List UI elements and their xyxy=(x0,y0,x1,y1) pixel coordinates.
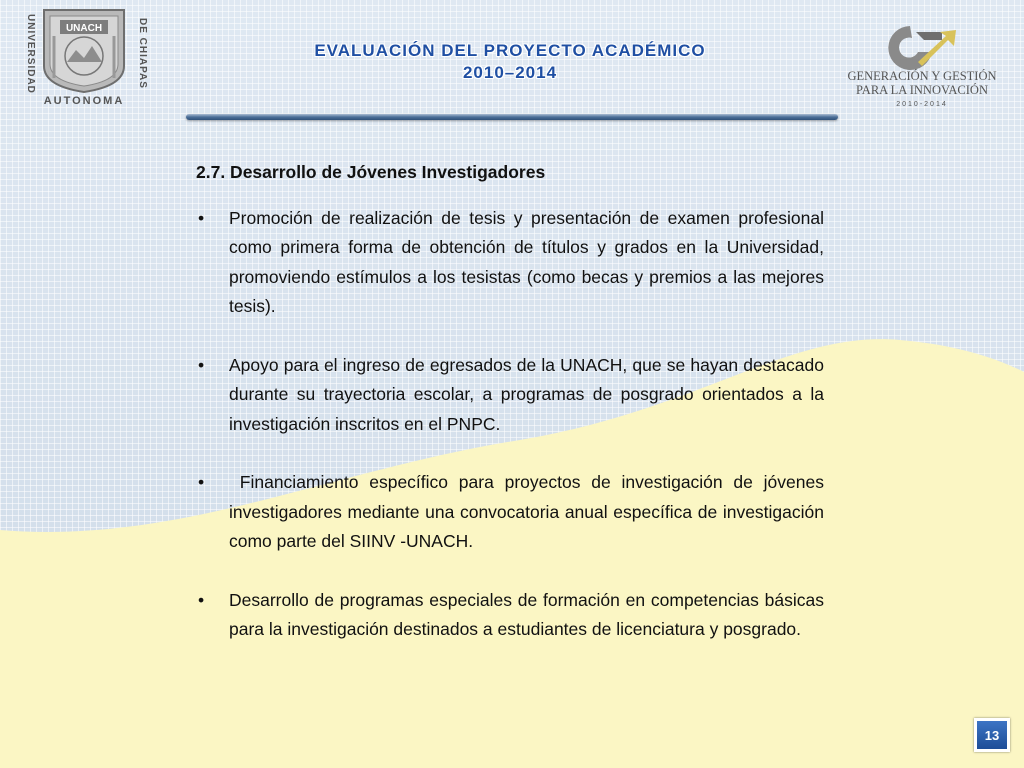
bullet-item xyxy=(196,468,829,557)
logo-left-shield-text: UNACH xyxy=(65,23,103,34)
page-number-badge xyxy=(974,718,1010,752)
bullet-dot: • xyxy=(198,589,205,610)
logo-right-line1: GENERACIÓN Y GESTIÓN xyxy=(847,69,997,83)
bullet-dot: • xyxy=(198,354,205,375)
logo-right-years: 2010-2014 xyxy=(896,101,948,108)
bullet-item xyxy=(196,351,824,440)
bullet-text: Apoyo para el ingreso de egresados de la UNACH, que se hayan destacado durante su trayectoria escolar, a programas de posgrado orientados a la investigación inscritos en el PNPC. xyxy=(229,354,824,434)
logo-left-bottom: AUTONOMA xyxy=(43,95,125,106)
logo-left-vertical-right: DE CHIAPAS xyxy=(137,18,148,89)
bullet-dot: • xyxy=(198,207,205,228)
shield-icon xyxy=(44,10,124,92)
section-heading: 2.7. Desarrollo de Jóvenes Investigadores xyxy=(196,162,546,182)
bullet-text: Financiamiento específico para proyectos de investigación de jóvenes investigadores mediante una convocatoria anual específica de investigación como parte del SIINV -UNACH. xyxy=(229,472,829,551)
slide-title-line2: 2010–2014 xyxy=(462,63,558,82)
slide-content xyxy=(196,158,829,674)
logo-right-line2: PARA LA INNOVACIÓN xyxy=(856,83,988,97)
slide-title xyxy=(230,40,790,84)
bullet-item xyxy=(196,586,824,645)
bullet-text: Promoción de realización de tesis y presentación de examen profesional como primera forma de obtención de títulos y grados en la Universidad, promoviendo estímulos a los tesistas (como becas y premios a las mejores tesis). xyxy=(229,207,824,316)
bullet-item xyxy=(196,204,824,322)
logo-left-vertical-left: UNIVERSIDAD xyxy=(25,14,36,94)
bullet-dot: • xyxy=(198,472,205,492)
bullet-list xyxy=(196,204,829,645)
gg-emblem-icon xyxy=(888,26,956,70)
header-divider xyxy=(186,114,838,120)
bullet-text: Desarrollo de programas especiales de formación en competencias básicas para la investigación destinados a estudiantes de licenciatura y posgrado. xyxy=(229,589,824,639)
generacion-gestion-logo xyxy=(832,10,1012,110)
page-number: 13 xyxy=(984,727,1000,743)
unach-logo xyxy=(12,6,157,106)
slide-title-line1: EVALUACIÓN DEL PROYECTO ACADÉMICO xyxy=(314,41,706,60)
